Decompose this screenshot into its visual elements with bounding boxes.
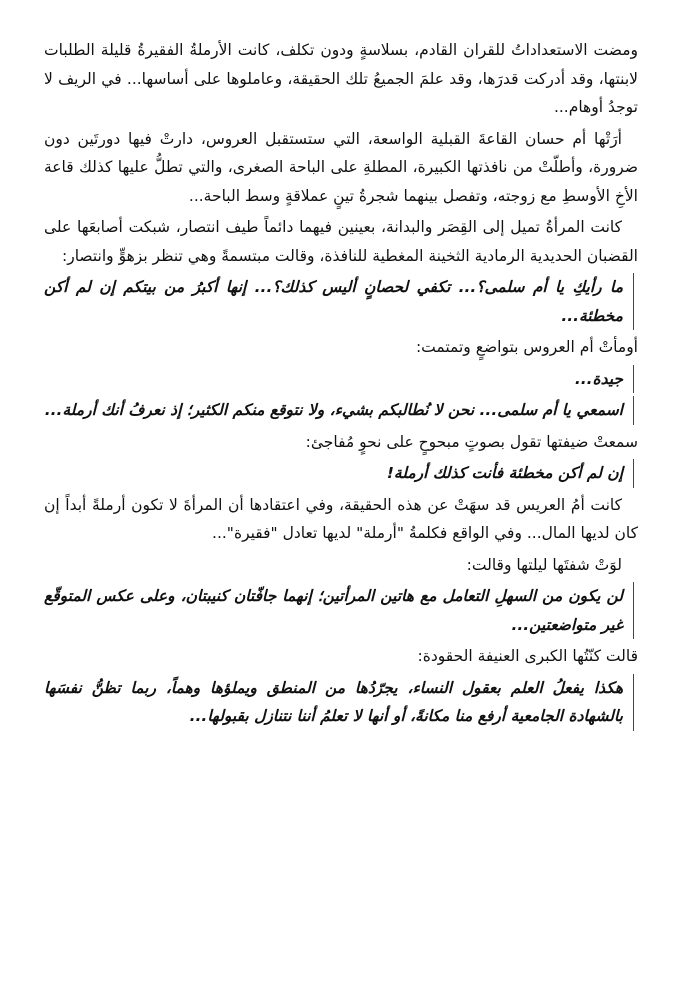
dialogue-line: اسمعي يا أم سلمى... نحن لا نُطالبكم بشيء، ولا نتوقع منكم الكثير؛ إذ نعرفُ أنك أرملة...: [44, 396, 634, 425]
dialogue-line: لن يكون من السهلِ التعامل مع هاتين المرأتين؛ إنهما جافّتان كنيبتان، وعلى عكس المتوقّع غير متواضعتين...: [44, 582, 634, 639]
paragraph-narration: أومأتْ أم العروس بتواضعٍ وتمتمت:: [415, 338, 638, 356]
paragraph-narration: أرَتْها أم حسان القاعةَ القبلية الواسعة، التي ستستقبل العروس، دارتْ فيها دورتَين دون ضرورة، وأطلّتْ من نافذتها الكبيرة، المطلةِ على الباحة الصغرى، والتي تطلُّ عليها كذلك قاعة الأخِ الأوسطِ مع زوجته، وتفصل بينهما شجرةُ تينٍ عملاقةٍ وسط الباحة...: [44, 129, 638, 205]
paragraph-narration: كانت المرأةُ تميل إلى القِصَر والبدانة، بعينين فيهما دائماً طيف انتصار، شبكت أصابعَها على القضبان الحديدية الرمادية الثخينة المغطية للنافذة، وقالت مبتسمةً وهي تنظر بزهوٍّ وانتصار:: [44, 218, 638, 265]
dialogue-line: هكذا يفعلُ العلم بعقول النساء، يجرّدُها من المنطق ويملؤها وهماً، ربما تظنُّ نفسَها بالشهادة الجامعية أرفع منا مكانةً، أو أنها لا تعلمُ أننا نتنازل بقبولها...: [44, 674, 634, 731]
dialogue-line: ما رأيكِ يا أم سلمى؟... تكفي لحصانٍ أليس كذلك؟... إنها أكبرُ من بيتكم إن لم أكن مخطئة...: [44, 273, 634, 330]
dialogue-line: إن لم أكن مخطئة فأنت كذلك أرملة!: [44, 459, 634, 488]
paragraph-narration: سمعتْ ضيفتها تقول بصوتٍ مبحوحٍ على نحوٍ مُفاجئ:: [305, 432, 638, 451]
document-page: [44, 36, 638, 734]
dialogue-line: جيدة...: [44, 365, 634, 394]
paragraph-narration: كانت أمُ العريس قد سهَتْ عن هذه الحقيقة، وفي اعتقادها أن المرأةَ لا تكون أرملةً أبداً إن كان لديها المال... وفي الواقع فكلمةُ "أرملة" لديها تعادل "فقيرة"...: [44, 495, 638, 542]
paragraph-narration: قالت كنّتُها الكبرى العنيفة الحقودة:: [417, 647, 638, 665]
paragraph-narration: لوَتْ شفتَها ليلتها وقالت:: [466, 555, 622, 574]
paragraph-narration: ومضت الاستعداداتُ للقران القادم، بسلاسةٍ ودون تكلف، كانت الأرملةُ الفقيرةُ قليلة الطلبات لابنتها، وقد أدركت قدرَها، وقد علمَ الجميعُ تلك الحقيقة، وعاملوها على أساسها... في الريف لا توجدُ أوهام...: [44, 41, 638, 116]
